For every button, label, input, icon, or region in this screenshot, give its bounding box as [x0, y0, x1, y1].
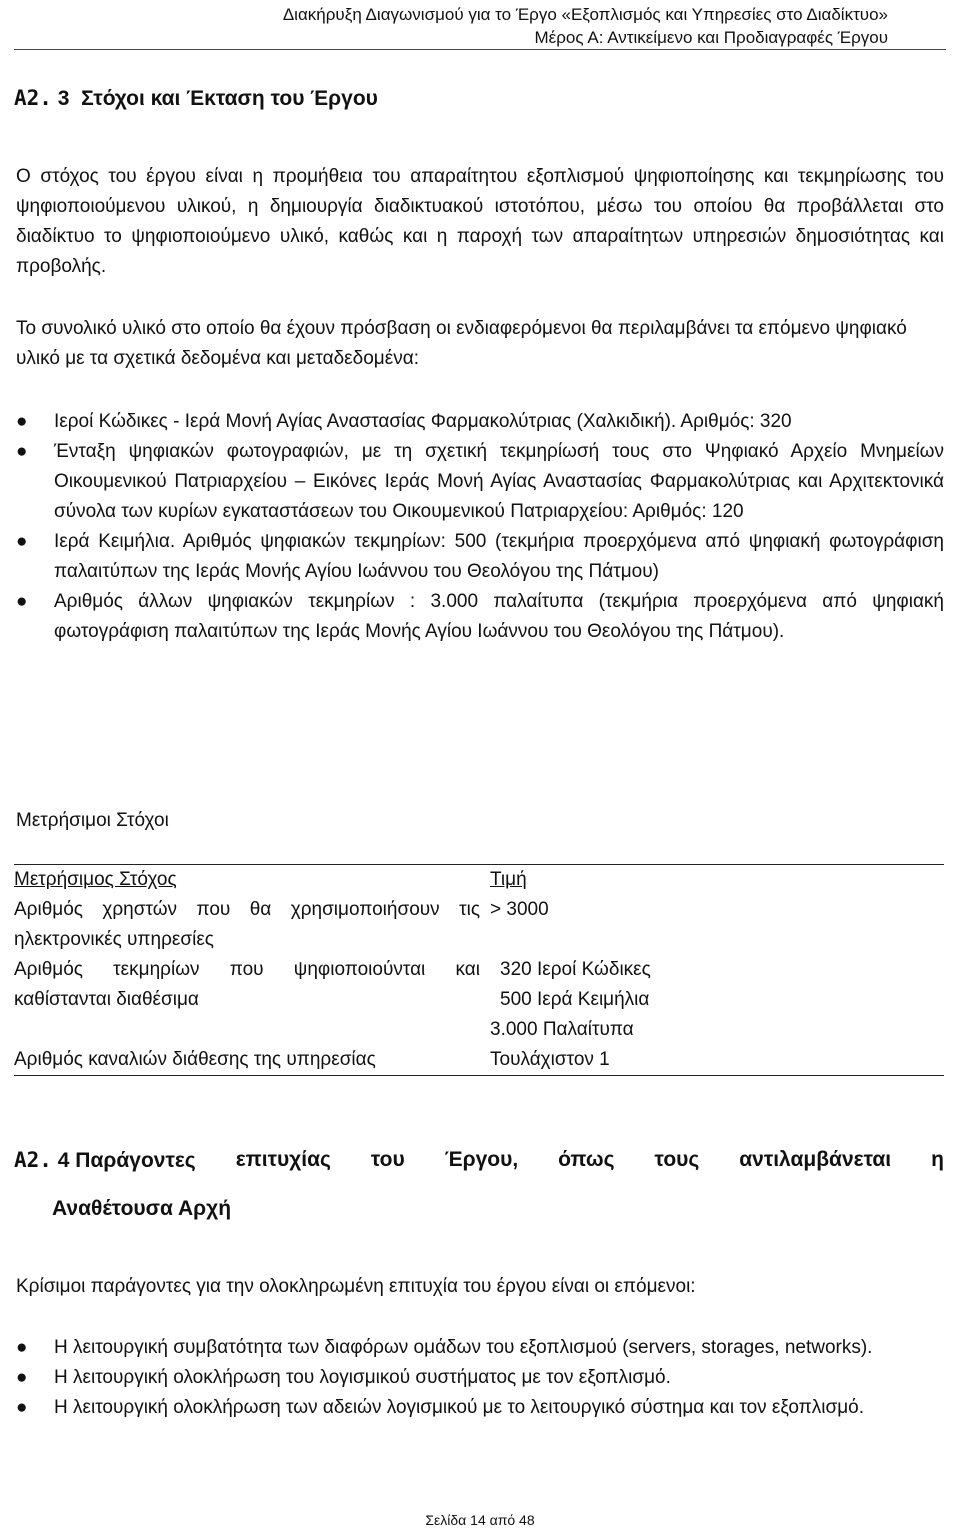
- section-a23-paragraph-2: Το συνολικό υλικό στο οποίο θα έχουν πρόσβαση οι ενδιαφερόμενοι θα περιλαμβάνει τα επόμενο ψηφιακό υλικό με τα σχετικά δεδομένα και μεταδεδομένα:: [16, 318, 907, 369]
- section-a24-bullet-list: [16, 1333, 944, 1423]
- table-row: [14, 895, 944, 955]
- section-a24-number: A2.: [14, 1148, 52, 1172]
- list-item: ● Ιεροί Κώδικες - Ιερά Μονή Αγίας Αναστασίας Φαρμακολύτριας (Χαλκιδική). Αριθμός: 320: [16, 407, 944, 437]
- table-cell-goal: Αριθμός καναλιών διάθεσης της υπηρεσίας: [14, 1049, 376, 1070]
- bullet-icon: ●: [16, 441, 28, 462]
- list-item: ● Ένταξη ψηφιακών φωτογραφιών, με τη σχετική τεκμηρίωσή τους στο Ψηφιακό Αρχείο Μνημείων Οικουμενικού Πατριαρχείου – Εικόνες Ιεράς Μονή Αγίας Αναστασίας Φαρμακολύτριας και Αρχιτεκτονικά σύνολα των κυρίων εγκαταστάσεων του Οικουμενικού Πατριαρχείου: Αριθμός: 120: [16, 437, 944, 527]
- list-item: ● Η λειτουργική ολοκλήρωση του λογισμικού συστήματος με τον εξοπλισμό.: [16, 1363, 944, 1393]
- table-header-value: Τιμή: [490, 869, 527, 890]
- section-a24-number-tail: 4: [51, 1149, 70, 1172]
- list-item: ● Ιερά Κειμήλια. Αριθμός ψηφιακών τεκμηρίων: 500 (τεκμήρια προερχόμενα από ψηφιακή φωτογράφιση παλαιτύπων της Ιεράς Μονής Αγίου Ιωάννου του Θεολόγου της Πάτμου): [16, 527, 944, 587]
- section-a24-heading: [14, 1145, 944, 1224]
- bullet-icon: ●: [16, 1337, 28, 1358]
- table-row: [14, 955, 944, 1045]
- header-divider: [14, 49, 946, 50]
- list-item: ● Η λειτουργική ολοκλήρωση των αδειών λογισμικού με το λειτουργικό σύστημα και τον εξοπλισμό.: [16, 1393, 944, 1423]
- table-header-goal: Μετρήσιμος Στόχος: [14, 869, 177, 890]
- section-a23-paragraph-1: Ο στόχος του έργου είναι η προμήθεια του απαραίτητου εξοπλισμού ψηφιοποίησης και τεκμηρίωσης του ψηφιοποιούμενου υλικού, η δημιουργία διαδικτυακού ιστοτόπου, μέσω του οποίου θα προβάλλεται στο διαδίκτυο το ψηφιοποιούμενο υλικό, καθώς και η παροχή των απαραίτητων υπηρεσιών δημοσιότητας και προβολής.: [16, 166, 944, 277]
- header-line-2: Μέρος Α: Αντικείμενο και Προδιαγραφές Έργου: [534, 28, 888, 47]
- bullet-icon: ●: [16, 591, 28, 612]
- section-a23-bullet-list: [16, 407, 944, 647]
- section-a23-number-tail: 3: [51, 87, 70, 110]
- table-cell-goal: Αριθμός τεκμηρίων που ψηφιοποιούνται και καθίστανται διαθέσιμα: [14, 959, 480, 1010]
- table-cell-value: Τουλάχιστον 1: [490, 1049, 610, 1070]
- table-cell-value: > 3000: [490, 899, 549, 920]
- section-a24-heading-line-2: Αναθέτουσα Αρχή: [52, 1197, 232, 1220]
- section-a24-heading-line-1: A2. 4 Παράγοντες επιτυχίας του Έργου, όπως τους αντιλαμβάνεται η: [14, 1148, 944, 1172]
- section-a23-number: A2.: [14, 86, 52, 110]
- table-header-row: [14, 865, 944, 895]
- measurable-goals-label: Μετρήσιμοι Στόχοι: [16, 810, 169, 831]
- section-a23-title: Στόχοι και Έκταση του Έργου: [81, 87, 378, 110]
- list-item: ● Η λειτουργική συμβατότητα των διαφόρων ομάδων του εξοπλισμού (servers, storages, networks).: [16, 1333, 944, 1363]
- bullet-icon: ●: [16, 1397, 28, 1418]
- measurable-goals-table: [14, 864, 944, 1076]
- bullet-icon: ●: [16, 1367, 28, 1388]
- page-number: Σελίδα 14 από 48: [425, 1512, 535, 1528]
- table-cell-value: 320 Ιεροί Κώδικες 500 Ιερά Κειμήλια 3.000 Παλαίτυπα: [490, 959, 651, 1040]
- table-cell-goal: Αριθμός χρηστών που θα χρησιμοποιήσουν τις ηλεκτρονικές υπηρεσίες: [14, 899, 480, 950]
- list-item: ● Αριθμός άλλων ψηφιακών τεκμηρίων : 3.000 παλαίτυπα (τεκμήρια προερχόμενα από ψηφιακή φωτογράφιση παλαιτύπων της Ιεράς Μονής Αγίου Ιωάννου του Θεολόγου της Πάτμου).: [16, 587, 944, 647]
- bullet-icon: ●: [16, 411, 28, 432]
- section-a23-heading: [14, 86, 378, 111]
- document-header: [150, 0, 888, 49]
- header-line-1: Διακήρυξη Διαγωνισμού για το Έργο «Εξοπλισμός και Υπηρεσίες στο Διαδίκτυο»: [282, 5, 888, 24]
- bullet-icon: ●: [16, 531, 28, 552]
- section-a24-intro: Κρίσιμοι παράγοντες για την ολοκληρωμένη επιτυχία του έργου είναι οι επόμενοι:: [16, 1276, 696, 1297]
- table-row: [14, 1045, 944, 1075]
